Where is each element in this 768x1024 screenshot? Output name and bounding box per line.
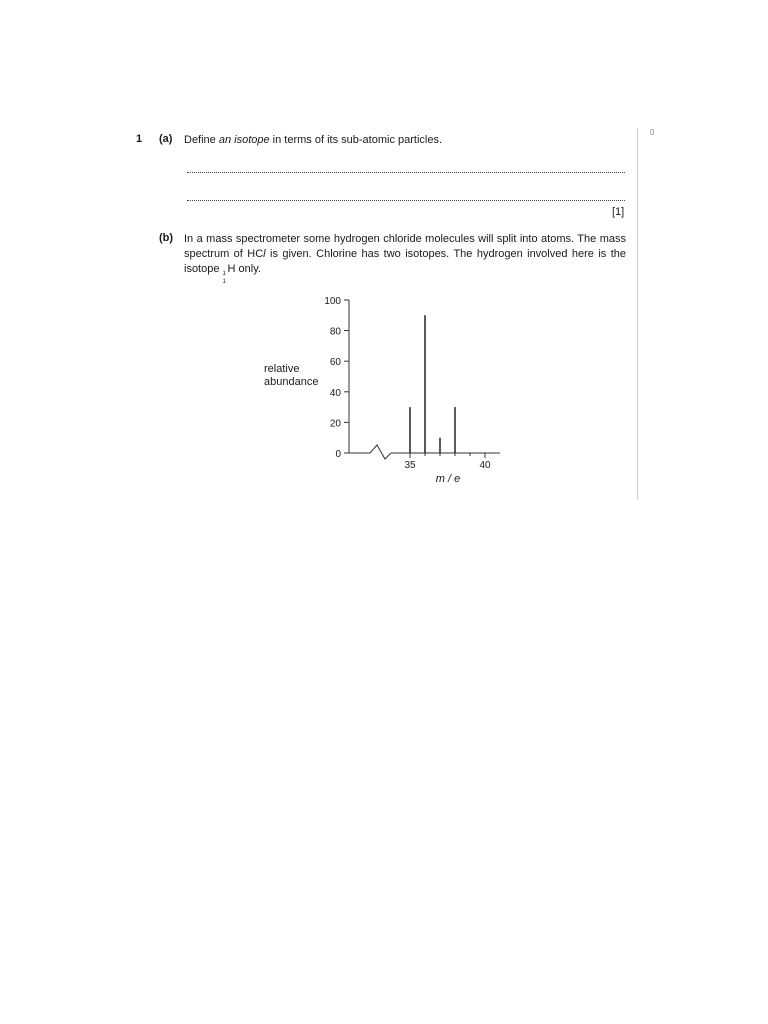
y-tick-label: 60 (329, 357, 341, 369)
part-b-text-2: is given. Chlorine has two isotopes. The hydrogen involved here is the isotope (184, 248, 626, 275)
x-tick-label: 35 (404, 460, 416, 471)
y-axis-label-line1: relative (264, 363, 300, 375)
answer-line-1[interactable] (187, 172, 625, 173)
isotope-atomic-number: 1 (222, 279, 226, 285)
x-tick-label: 40 (479, 460, 491, 471)
y-ticks (324, 296, 349, 460)
y-tick-label: 80 (329, 326, 341, 338)
part-b-italic-l: l (263, 248, 266, 260)
y-tick-label: 100 (324, 296, 341, 307)
part-b-label: (b) (159, 232, 174, 244)
margin-mark: 0 (650, 128, 655, 137)
isotope-symbol: H (227, 263, 236, 275)
part-a-label: (a) (159, 133, 173, 145)
question-number: 1 (136, 133, 143, 145)
spectrum-peaks (410, 315, 455, 453)
part-a-marks: [1] (612, 206, 625, 218)
part-a-text (184, 133, 442, 148)
x-axis-label: m / e (435, 473, 461, 485)
part-a-term: an isotope (218, 134, 270, 146)
axis-break-icon (370, 445, 391, 459)
y-tick-label: 0 (335, 449, 341, 460)
answer-line-2[interactable] (187, 200, 625, 201)
mass-spectrum-chart (250, 288, 520, 493)
isotope-mass-number: 1 (222, 271, 226, 277)
margin-rule (637, 128, 638, 500)
y-axis-label-line2: abundance (264, 376, 319, 388)
part-b-text (184, 232, 626, 285)
part-b-text-1: In a mass spectrometer some hydrogen chloride molecules will split into atoms. The mass spectrum of HC (184, 233, 626, 260)
part-a-text-end: in terms of its sub-atomic particles. (269, 134, 443, 146)
part-a-text-start: Define (184, 134, 219, 146)
part-b-text-3: only. (235, 263, 261, 275)
y-tick-label: 40 (329, 387, 341, 399)
y-tick-label: 20 (329, 418, 341, 430)
